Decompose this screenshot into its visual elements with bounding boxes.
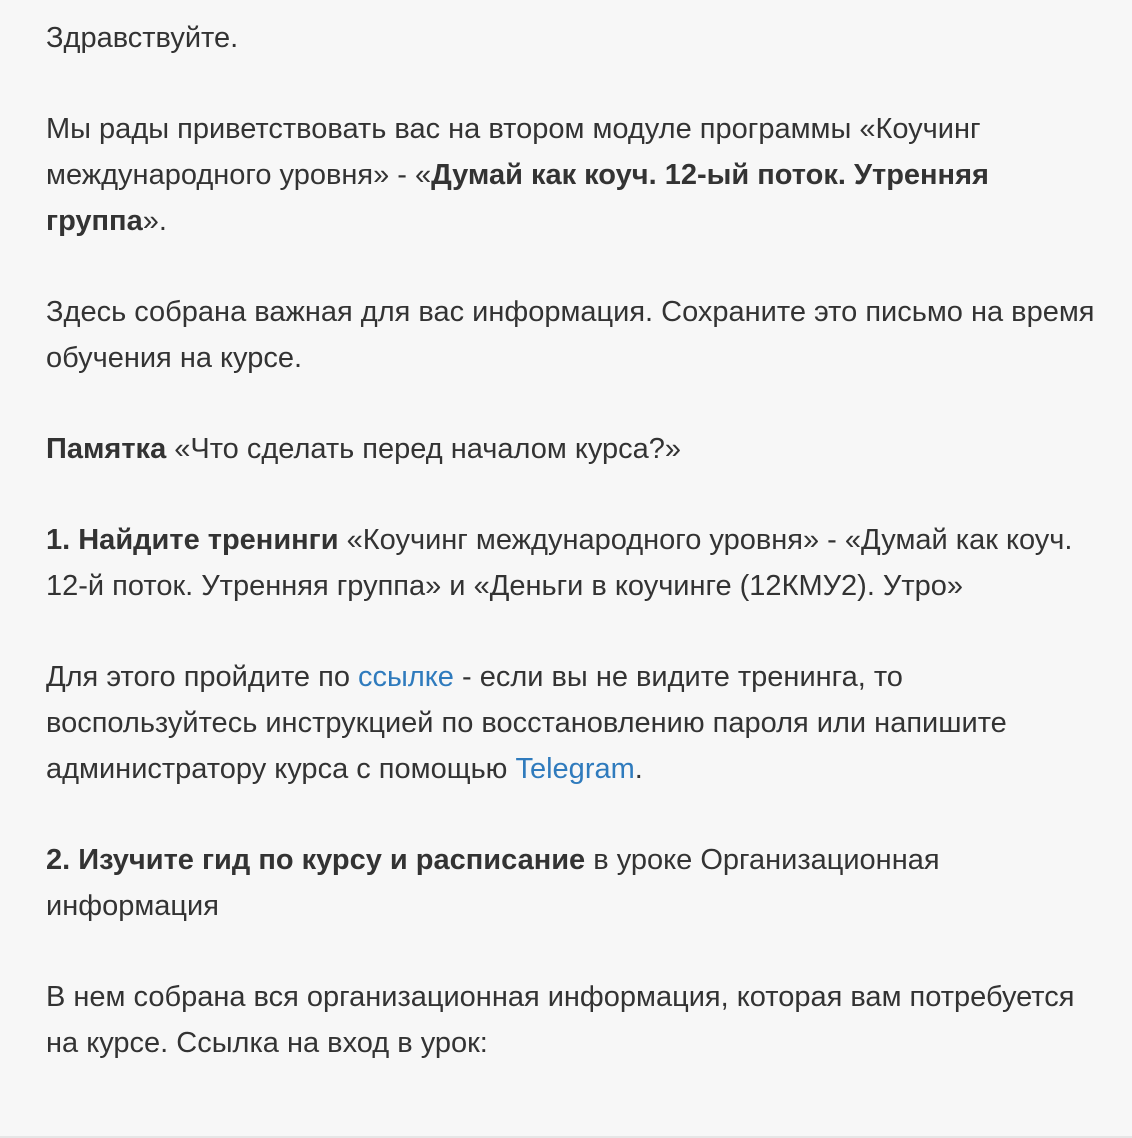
step1-help-middle: - если вы не видите тренинга, то воспользуйтесь инструкцией по восстановлению пароля или напишите администратору курса с помощью: [46, 661, 1007, 785]
greeting-paragraph: [46, 15, 1106, 61]
memo-paragraph: [46, 426, 1106, 472]
memo-text: «Что сделать перед началом курса?»: [166, 433, 682, 465]
training-link[interactable]: ссылке: [358, 661, 454, 693]
step2-text: в уроке Организационная информация: [46, 844, 940, 922]
welcome-suffix: ».: [142, 205, 167, 237]
info-paragraph: [46, 289, 1106, 381]
step1-help-suffix: .: [634, 753, 643, 785]
email-body: [46, 15, 1106, 1111]
welcome-text: Мы рады приветствовать вас на втором модуле программы «Коучинг международного уровня» - «: [46, 113, 981, 191]
step1-text: «Коучинг международного уровня» - «Думай как коуч. 12-й поток. Утренняя группа» и «Деньги в коучинге (12КМУ2). Утро»: [46, 524, 1073, 602]
welcome-paragraph: [46, 106, 1106, 244]
memo-title: Памятка: [46, 433, 167, 465]
step2-info-text: В нем собрана вся организационная информация, которая вам потребуется на курсе. Ссылка на вход в урок:: [46, 981, 1075, 1059]
step1-help-paragraph: [46, 654, 1106, 792]
step2-paragraph: [46, 837, 1106, 929]
step2-info-paragraph: [46, 974, 1106, 1066]
greeting-text: Здравствуйте.: [46, 22, 239, 54]
step1-help-prefix: Для этого пройдите по: [46, 661, 359, 693]
step2-title: 2. Изучите гид по курсу и расписание: [46, 844, 586, 876]
step1-title: 1. Найдите тренинги: [46, 524, 339, 556]
course-name: Думай как коуч. 12-ый поток. Утренняя группа: [46, 159, 989, 237]
telegram-link[interactable]: Telegram: [515, 753, 635, 785]
step1-paragraph: [46, 517, 1106, 609]
info-text: Здесь собрана важная для вас информация. Сохраните это письмо на время обучения на курсе.: [46, 296, 1095, 374]
